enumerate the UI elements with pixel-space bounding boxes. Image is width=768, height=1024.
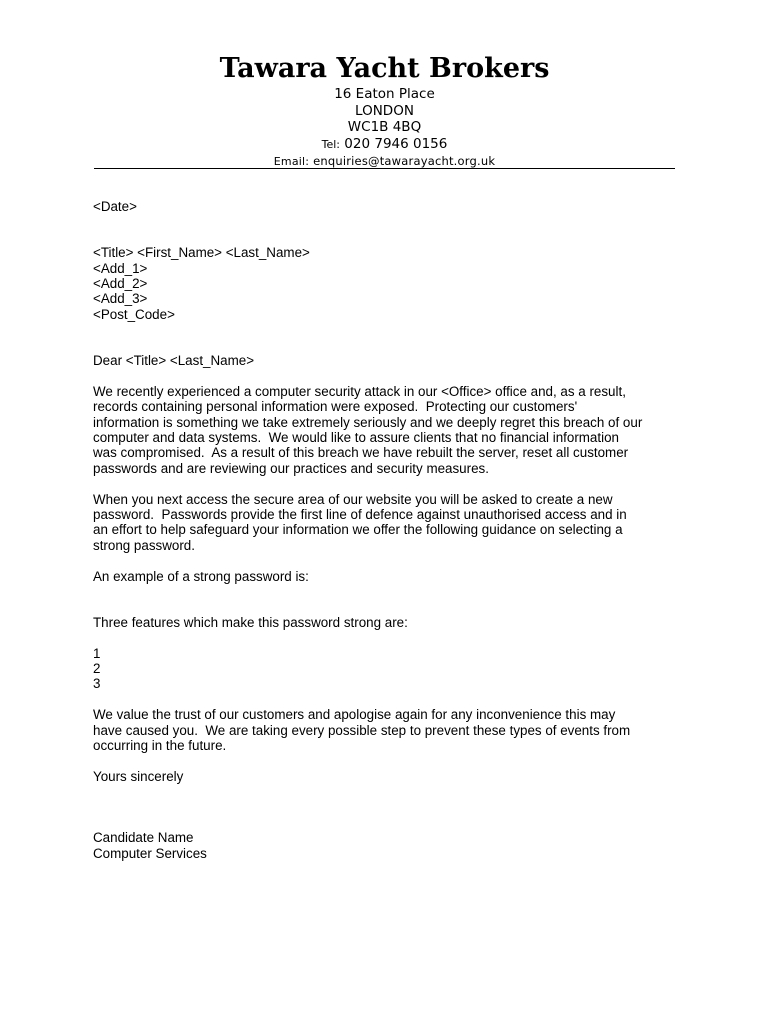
- salutation: Dear <Title> <Last_Name>: [93, 353, 255, 369]
- paragraph-line: occurring in the future.: [93, 738, 227, 754]
- paragraph-apology: [93, 707, 693, 753]
- recipient-address-line-1: <Add_1>: [93, 260, 148, 276]
- password-features-line: Three features which make this password strong are:: [93, 614, 408, 630]
- recipient-address: [93, 245, 693, 322]
- address-city: LONDON: [355, 102, 414, 119]
- signature-department: Computer Services: [93, 845, 207, 861]
- paragraph-line: strong password.: [93, 537, 195, 553]
- closing: Yours sincerely: [93, 768, 184, 784]
- list-item: 1: [93, 645, 101, 661]
- recipient-address-line-3: <Add_3>: [93, 291, 148, 307]
- paragraph-security-attack: [93, 384, 693, 476]
- recipient-postcode: <Post_Code>: [93, 306, 175, 322]
- list-item: 3: [93, 676, 101, 692]
- recipient-address-line-2: <Add_2>: [93, 276, 148, 292]
- address-street: 16 Eaton Place: [334, 86, 435, 102]
- email-address: enquiries@tawarayacht.org.uk: [313, 154, 496, 168]
- numbered-list: [93, 646, 693, 692]
- paragraph-line: was compromised. As a result of this breach we have rebuilt the server, reset all customer: [93, 445, 629, 461]
- paragraph-line: records containing personal information were exposed. Protecting our customers': [93, 399, 578, 415]
- telephone-line: [94, 136, 675, 154]
- paragraph-line: We value the trust of our customers and apologise again for any inconvenience this may: [93, 707, 616, 723]
- list-item: 2: [93, 661, 101, 677]
- paragraph-line: password. Passwords provide the first line of defence against unauthorised access and in: [93, 507, 627, 523]
- company-name: Tawara Yacht Brokers: [219, 53, 550, 84]
- recipient-name: <Title> <First_Name> <Last_Name>: [93, 245, 310, 261]
- email-label: Email:: [273, 155, 310, 168]
- paragraph-password-guidance: [93, 492, 693, 554]
- paragraph-line: passwords and are reviewing our practices and security measures.: [93, 460, 489, 476]
- telephone-number: 020 7946 0156: [344, 135, 448, 152]
- letter-body: [93, 199, 693, 861]
- letterhead-divider: [94, 168, 675, 169]
- paragraph-line: have caused you. We are taking every possible step to prevent these types of events from: [93, 722, 631, 738]
- paragraph-line: When you next access the secure area of our website you will be asked to create a new: [93, 491, 613, 507]
- address-postcode: WC1B 4BQ: [347, 119, 422, 135]
- paragraph-line: We recently experienced a computer security attack in our <Office> office and, as a result,: [93, 383, 626, 399]
- date-placeholder: <Date>: [93, 199, 137, 214]
- paragraph-line: an effort to help safeguard your information we offer the following guidance on selecting a: [93, 522, 623, 538]
- signature-name: Candidate Name: [93, 830, 194, 846]
- paragraph-line: computer and data systems. We would like to assure clients that no financial information: [93, 430, 619, 446]
- password-example-line: An example of a strong password is:: [93, 568, 309, 584]
- telephone-label: Tel:: [321, 137, 340, 151]
- paragraph-line: information is something we take extremely seriously and we deeply regret this breach of our: [93, 414, 643, 430]
- letterhead: [94, 52, 675, 170]
